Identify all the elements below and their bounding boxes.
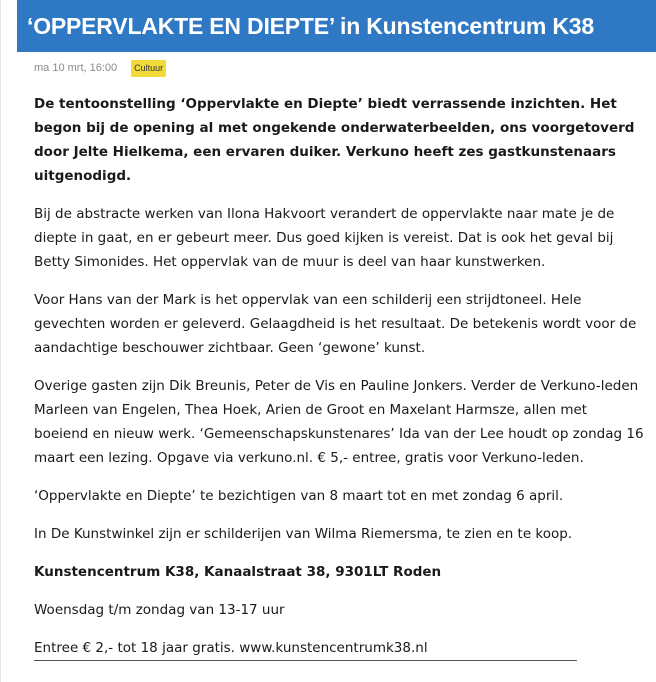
article-meta [34, 58, 166, 78]
paragraph-other-guests: Overige gasten zijn Dik Breunis, Peter de Vis en Pauline Jonkers. Verder de Verkuno-leden Marleen van Engelen, Thea Hoek, Arien de Groot en Maxelant Harmsze, allen met boeiend en nieuw werk. ‘Gemeenschapskunstenares’ Ida van der Lee houdt op zondag 16 maart een lezing. Opgave via verkuno.nl. € 5,- entree, gratis voor Verkuno-leden. [34, 378, 644, 466]
category-badge[interactable]: Cultuur [131, 60, 166, 77]
paragraph-dates: ‘Oppervlakte en Diepte’ te bezichtigen van 8 maart tot en met zondag 6 april. [34, 488, 564, 504]
divider [34, 660, 577, 661]
opening-hours: Woensdag t/m zondag van 13-17 uur [34, 602, 285, 618]
article-body [34, 92, 644, 674]
article-intro: De tentoonstelling ‘Oppervlakte en Diepte’ biedt verrassende inzichten. Het begon bij de opening al met ongekende onderwaterbeelden, ons voorgetoverd door Jelte Hielkema, een ervaren duiker. Verkuno heeft zes gastkunstenaars uitgenodigd. [34, 96, 635, 184]
article-date: ma 10 mrt, 16:00 [34, 62, 118, 74]
article-title: ‘OPPERVLAKTE EN DIEPTE’ in Kunstencentrum K38 [17, 0, 656, 52]
venue-address: Kunstencentrum K38, Kanaalstraat 38, 9301LT Roden [34, 564, 442, 580]
paragraph-van-der-mark: Voor Hans van der Mark is het oppervlak van een schilderij een strijdtoneel. Hele gevechten worden er geleverd. Gelaagdheid is het resultaat. De betekenis wordt voor de aandachtige beschouwer zichtbaar. Geen ‘gewone’ kunst. [34, 292, 637, 356]
entry-info: Entree € 2,- tot 18 jaar gratis. www.kunstencentrumk38.nl [34, 640, 428, 656]
paragraph-kunstwinkel: In De Kunstwinkel zijn er schilderijen van Wilma Riemersma, te zien en te koop. [34, 526, 573, 542]
paragraph-hakvoort: Bij de abstracte werken van Ilona Hakvoort verandert de oppervlakte naar mate je de diepte in gaat, en er gebeurt meer. Dus goed kijken is vereist. Dat is ook het geval bij Betty Simonides. Het oppervlak van de muur is deel van haar kunstwerken. [34, 206, 615, 270]
